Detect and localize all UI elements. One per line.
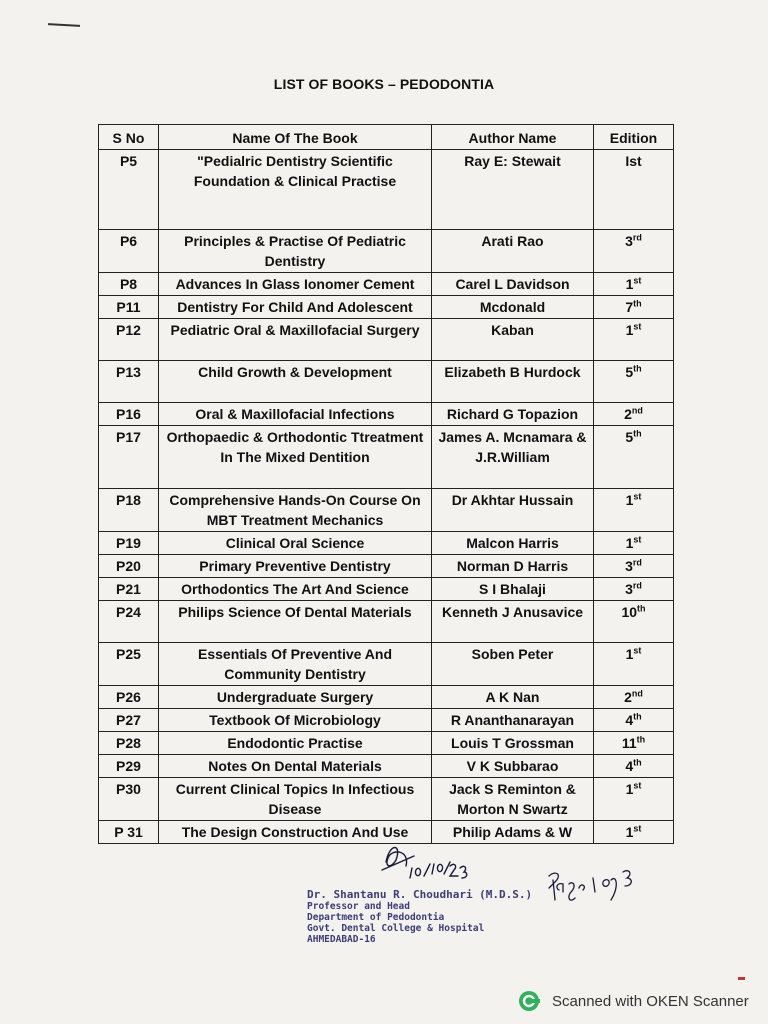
- edition-suffix: st: [633, 275, 642, 286]
- cell-edition: [594, 426, 674, 489]
- scanner-watermark: [518, 990, 749, 1012]
- cell-sno: P5: [99, 150, 159, 230]
- edition-number: 10: [621, 604, 638, 620]
- books-table: [98, 124, 674, 844]
- edition-suffix: nd: [631, 688, 643, 699]
- edition-suffix: st: [633, 645, 642, 656]
- edition-suffix: st: [633, 321, 642, 332]
- stamp-line: Department of Pedodontia: [307, 912, 445, 923]
- table-row: [99, 643, 674, 686]
- cell-book-name: Child Growth & Development: [159, 361, 432, 403]
- table-header-row: [99, 125, 674, 150]
- edition-number: 1: [625, 276, 634, 292]
- table-row: [99, 686, 674, 709]
- cell-book-name: Current Clinical Topics In Infectious Disease: [159, 778, 432, 821]
- cell-sno: P24: [99, 601, 159, 643]
- cell-book-name: Principles & Practise Of Pediatric Dentistry: [159, 230, 432, 273]
- header-sno: S No: [99, 125, 159, 150]
- cell-sno: P6: [99, 230, 159, 273]
- edition-number: 5: [625, 429, 634, 445]
- cell-author: Mcdonald: [432, 296, 594, 319]
- cell-sno: P19: [99, 532, 159, 555]
- table-body: [99, 150, 674, 844]
- edition-suffix: nd: [631, 405, 643, 416]
- edition-suffix: th: [633, 363, 642, 374]
- table-row: [99, 732, 674, 755]
- edition-number: 3: [625, 558, 633, 574]
- header-edition: Edition: [594, 125, 674, 150]
- table-row: [99, 578, 674, 601]
- cell-book-name: Essentials Of Preventive And Community Dentistry: [159, 643, 432, 686]
- page-title: LIST OF BOOKS – PEDODONTIA: [273, 76, 495, 92]
- cell-book-name: Oral & Maxillofacial Infections: [159, 403, 432, 426]
- table-row: [99, 555, 674, 578]
- cell-edition: [594, 532, 674, 555]
- cell-author: V K Subbarao: [432, 755, 594, 778]
- stamp-line: Govt. Dental College & Hospital: [307, 923, 485, 934]
- cell-edition: [594, 643, 674, 686]
- cell-sno: P18: [99, 489, 159, 532]
- cell-edition: [594, 150, 674, 230]
- cell-book-name: Orthopaedic & Orthodontic Ttreatment In The Mixed Dentition: [159, 426, 432, 489]
- edition-number: 1: [625, 824, 634, 840]
- edition-number: 1: [625, 535, 634, 551]
- edition-number: 1: [625, 492, 634, 508]
- cell-book-name: Advances In Glass Ionomer Cement: [159, 273, 432, 296]
- cell-sno: P30: [99, 778, 159, 821]
- cell-edition: [594, 755, 674, 778]
- table-row: [99, 426, 674, 489]
- cell-edition: [594, 821, 674, 844]
- cell-book-name: Clinical Oral Science: [159, 532, 432, 555]
- edition-suffix: th: [633, 298, 642, 309]
- cell-sno: P8: [99, 273, 159, 296]
- edition-number: 1: [625, 781, 634, 797]
- cell-book-name: The Design Construction And Use: [159, 821, 432, 844]
- cell-sno: P21: [99, 578, 159, 601]
- table-row: [99, 361, 674, 403]
- scanner-text: Scanned with OKEN Scanner: [552, 992, 749, 1010]
- cell-edition: [594, 555, 674, 578]
- table-row: [99, 778, 674, 821]
- table-row: [99, 150, 674, 230]
- edition-suffix: rd: [632, 580, 642, 591]
- cell-author: Carel L Davidson: [432, 273, 594, 296]
- cell-book-name: Notes On Dental Materials: [159, 755, 432, 778]
- edition-number: 3: [625, 233, 633, 249]
- stamp-line: Professor and Head: [307, 901, 410, 912]
- pen-mark: [48, 23, 80, 27]
- cell-edition: [594, 296, 674, 319]
- cell-sno: P29: [99, 755, 159, 778]
- cell-author: A K Nan: [432, 686, 594, 709]
- header-author-name: Author Name: [432, 125, 594, 150]
- table-row: [99, 755, 674, 778]
- table-row: [99, 296, 674, 319]
- edition-number: 4: [625, 712, 634, 728]
- edition-suffix: st: [633, 534, 642, 545]
- cell-edition: [594, 778, 674, 821]
- stamp-line: AHMEDABAD-16: [307, 934, 376, 945]
- cell-book-name: Primary Preventive Dentistry: [159, 555, 432, 578]
- cell-sno: P28: [99, 732, 159, 755]
- cell-sno: P11: [99, 296, 159, 319]
- cell-sno: P26: [99, 686, 159, 709]
- cell-edition: [594, 686, 674, 709]
- edition-suffix: th: [636, 734, 646, 745]
- cell-author: R Ananthanarayan: [432, 709, 594, 732]
- cell-edition: [594, 709, 674, 732]
- stamp-name: Dr. Shantanu R. Choudhari (M.D.S.): [307, 888, 533, 901]
- cell-edition: [594, 361, 674, 403]
- cell-book-name: Orthodontics The Art And Science: [159, 578, 432, 601]
- cell-sno: P13: [99, 361, 159, 403]
- cell-book-name: Textbook Of Microbiology: [159, 709, 432, 732]
- edition-suffix: st: [633, 780, 642, 791]
- table-row: [99, 319, 674, 361]
- cell-edition: [594, 578, 674, 601]
- table-row: [99, 489, 674, 532]
- cell-author: Jack S Reminton & Morton N Swartz: [432, 778, 594, 821]
- cell-book-name: Undergraduate Surgery: [159, 686, 432, 709]
- cell-author: Soben Peter: [432, 643, 594, 686]
- cell-book-name: Philips Science Of Dental Materials: [159, 601, 432, 643]
- edition-number: 4: [625, 758, 634, 774]
- edition-suffix: st: [633, 823, 642, 834]
- cell-edition: [594, 601, 674, 643]
- edition-suffix: rd: [632, 557, 642, 568]
- cell-edition: [594, 273, 674, 296]
- cell-author: Philip Adams & W: [432, 821, 594, 844]
- edition-suffix: st: [633, 491, 642, 502]
- oken-scanner-logo-icon: [518, 990, 540, 1012]
- table-row: [99, 230, 674, 273]
- cell-author: Kaban: [432, 319, 594, 361]
- edition-number: 3: [625, 581, 633, 597]
- cell-author: Louis T Grossman: [432, 732, 594, 755]
- edition-number: Ist: [625, 153, 642, 169]
- cell-author: Arati Rao: [432, 230, 594, 273]
- table-row: [99, 709, 674, 732]
- edition-number: 2: [624, 406, 632, 422]
- table-row: [99, 273, 674, 296]
- cell-sno: P17: [99, 426, 159, 489]
- cell-author: Richard G Topazion: [432, 403, 594, 426]
- cell-author: Norman D Harris: [432, 555, 594, 578]
- cell-sno: P 31: [99, 821, 159, 844]
- page-number-handwriting: [545, 866, 645, 906]
- edition-number: 5: [625, 364, 634, 380]
- edition-number: 7: [625, 299, 634, 315]
- cell-author: Dr Akhtar Hussain: [432, 489, 594, 532]
- cell-sno: P12: [99, 319, 159, 361]
- table-row: [99, 601, 674, 643]
- cell-edition: [594, 403, 674, 426]
- header-book-name: Name Of The Book: [159, 125, 432, 150]
- cell-author: James A. Mcnamara & J.R.William: [432, 426, 594, 489]
- edition-number: 2: [624, 689, 632, 705]
- edition-suffix: th: [633, 757, 642, 768]
- edition-suffix: th: [637, 603, 646, 614]
- cell-book-name: "Pedialric Dentistry Scientific Foundation & Clinical Practise: [159, 150, 432, 230]
- cell-book-name: Comprehensive Hands-On Course On MBT Treatment Mechanics: [159, 489, 432, 532]
- cell-author: Ray E: Stewait: [432, 150, 594, 230]
- edition-suffix: th: [633, 428, 642, 439]
- cell-edition: [594, 489, 674, 532]
- cell-sno: P16: [99, 403, 159, 426]
- cell-sno: P27: [99, 709, 159, 732]
- edition-suffix: rd: [632, 232, 642, 243]
- red-mark: [738, 977, 745, 980]
- cell-book-name: Pediatric Oral & Maxillofacial Surgery: [159, 319, 432, 361]
- official-stamp: [307, 888, 532, 945]
- cell-edition: [594, 230, 674, 273]
- cell-author: Kenneth J Anusavice: [432, 601, 594, 643]
- edition-number: 1: [625, 322, 634, 338]
- table-row: [99, 532, 674, 555]
- table-row: [99, 403, 674, 426]
- cell-sno: P25: [99, 643, 159, 686]
- cell-author: Malcon Harris: [432, 532, 594, 555]
- cell-book-name: Dentistry For Child And Adolescent: [159, 296, 432, 319]
- cell-author: S I Bhalaji: [432, 578, 594, 601]
- cell-edition: [594, 732, 674, 755]
- cell-edition: [594, 319, 674, 361]
- edition-suffix: th: [633, 711, 642, 722]
- edition-number: 1: [625, 646, 634, 662]
- cell-author: Elizabeth B Hurdock: [432, 361, 594, 403]
- cell-sno: P20: [99, 555, 159, 578]
- edition-number: 11: [621, 735, 637, 751]
- cell-book-name: Endodontic Practise: [159, 732, 432, 755]
